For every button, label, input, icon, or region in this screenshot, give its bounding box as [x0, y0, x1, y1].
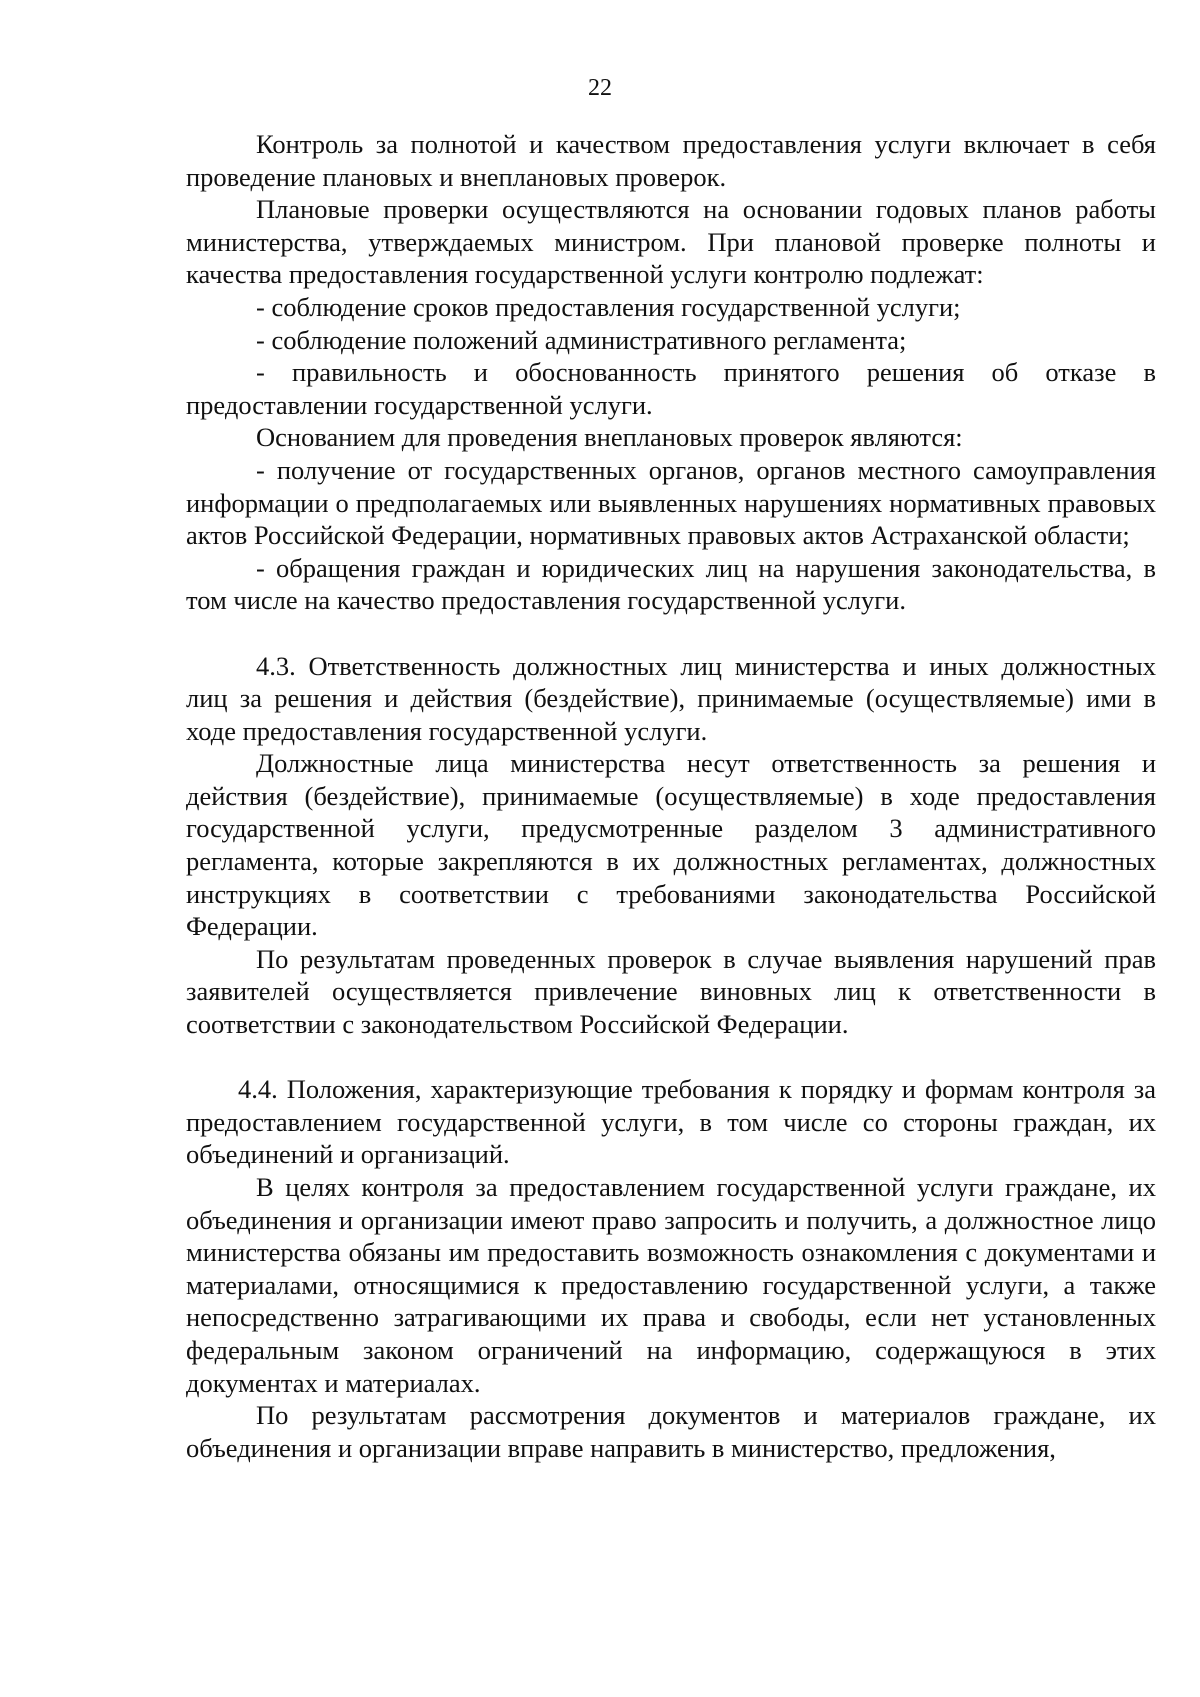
- paragraph: - обращения граждан и юридических лиц на нарушения законодательства, в том числе на качество предоставления государственной услуги.: [186, 552, 1156, 616]
- paragraph: Основанием для проведения внеплановых проверок являются:: [256, 422, 963, 453]
- document-body: [186, 128, 1156, 1464]
- paragraph: В целях контроля за предоставлением государственной услуги граждане, их объединения и организации имеют право запросить и получить, а должностное лицо министерства обязаны им предоставить возможность ознакомления с документами и материалами, относящимися к предоставлению государственной услуги, а также непосредственно затрагивающими их права и свободы, если нет установленных федеральным законом ограничений на информацию, содержащуюся в этих документах и материалах.: [186, 1172, 1156, 1398]
- paragraph: - получение от государственных органов, органов местного самоуправления информации о предполагаемых или выявленных нарушениях нормативных правовых актов Российской Федерации, нормативных правовых актов Астраханской области;: [186, 454, 1156, 551]
- paragraph: Должностные лица министерства несут ответственность за решения и действия (бездействие), принимаемые (осуществляемые) в ходе предоставления государственной услуги, предусмотренные разделом 3 административного регламента, которые закрепляются в их должностных регламентах, должностных инструкциях в соответствии с требованиями законодательства Российской Федерации.: [186, 748, 1156, 942]
- paragraph: Плановые проверки осуществляются на основании годовых планов работы министерства, утверждаемых министром. При плановой проверке полноты и качества предоставления государственной услуги контролю подлежат:: [186, 194, 1156, 290]
- paragraph: По результатам рассмотрения документов и материалов граждане, их объединения и организации вправе направить в министерство, предложения,: [186, 1400, 1156, 1463]
- paragraph-spacer: [186, 1041, 1156, 1074]
- page-number: 22: [588, 75, 612, 101]
- section-heading: 4.4. Положения, характеризующие требования к порядку и формам контроля за предоставлением государственной услуги, в том числе со стороны граждан, их объединений и организаций.: [186, 1074, 1156, 1170]
- paragraph: - соблюдение положений административного регламента;: [256, 324, 907, 355]
- paragraph: 4.3. Ответственность должностных лиц министерства и иных должностных лиц за решения и действия (бездействие), принимаемые (осуществляемые) ими в ходе предоставления государственной услуги.: [186, 650, 1156, 746]
- paragraph: Контроль за полнотой и качеством предоставления услуги включает в себя проведение плановых и внеплановых проверок.: [186, 129, 1156, 192]
- paragraph: - правильность и обоснованность принятого решения об отказе в предоставлении государственной услуги.: [186, 357, 1156, 420]
- paragraph: По результатам проведенных проверок в случае выявления нарушений прав заявителей осуществляется привлечение виновных лиц к ответственности в соответствии с законодательством Российской Федерации.: [186, 943, 1156, 1040]
- paragraph-spacer: [186, 617, 1156, 650]
- paragraph: - соблюдение сроков предоставления государственной услуги;: [256, 291, 961, 322]
